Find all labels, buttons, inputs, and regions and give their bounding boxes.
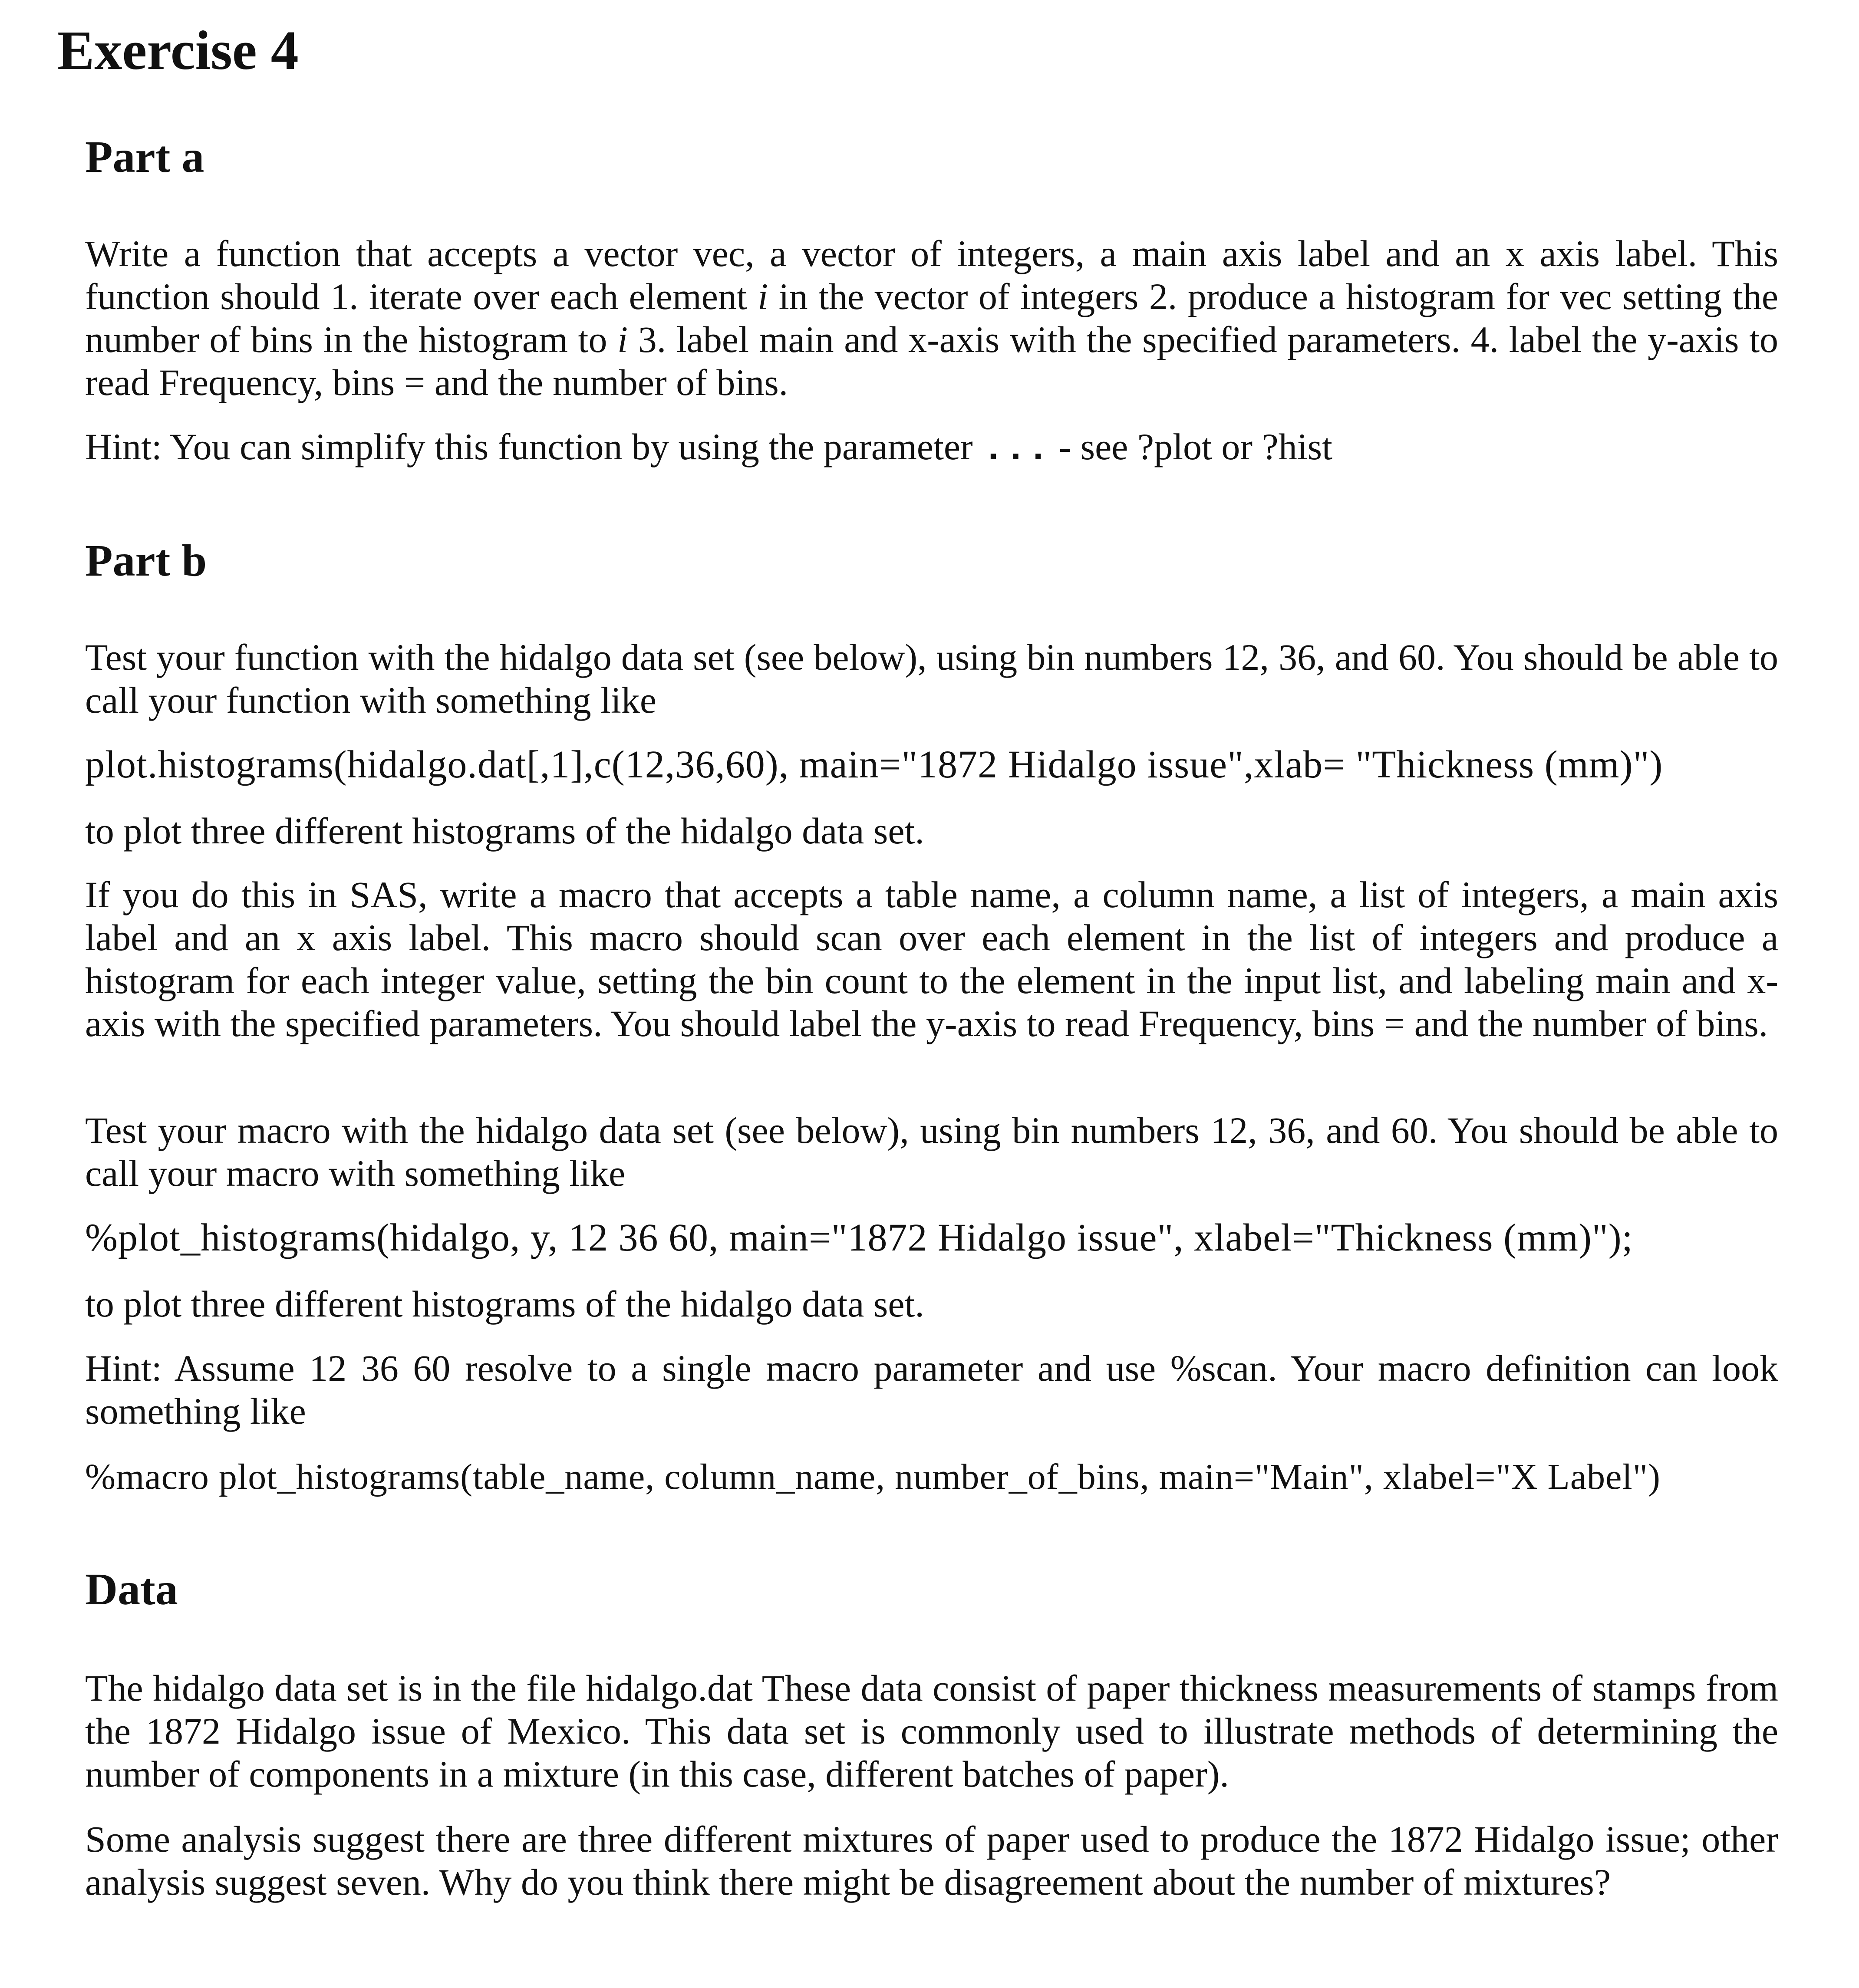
part-b-hint: Hint: Assume 12 36 60 resolve to a single macro parameter and use %scan. Your macro definition can look something like (85, 1347, 1778, 1432)
part-b-paragraph-1: Test your function with the hidalgo data set (see below), using bin numbers 12, 36, and 60. You should be able to call your function with something like (85, 636, 1778, 721)
data-heading: Data (85, 1564, 178, 1614)
part-a-text-3: 3. label main and x-axis with the specified parameters. 4. label the y-axis to read Frequency, bins = and the number of bins. (85, 319, 1778, 403)
part-b-paragraph-4: Test your macro with the hidalgo data set (see below), using bin numbers 12, 36, and 60. You should be able to call your macro with something like (85, 1109, 1778, 1194)
sas-code-example: %plot_histograms(hidalgo, y, 12 36 60, main="1872 Hidalgo issue", xlabel="Thickness (mm)"); (85, 1216, 1633, 1259)
macro-definition-example: %macro plot_histograms(table_name, column_name, number_of_bins, main="Main", xlabel="X Label") (85, 1457, 1661, 1497)
part-b-paragraph-5: to plot three different histograms of the hidalgo data set. (85, 1283, 924, 1325)
italic-i-2: i (617, 319, 628, 360)
part-b-paragraph-2: to plot three different histograms of the hidalgo data set. (85, 810, 924, 852)
part-a-text-1: Write a function that accepts a vector vec, a vector of integers, a main axis label and an x axis label. This function should 1. iterate over each element (85, 233, 1778, 317)
data-paragraph-2: Some analysis suggest there are three different mixtures of paper used to produce the 1872 Hidalgo issue; other analysis suggest seven. Why do you think there might be disagreement about the number of mixtures? (85, 1818, 1778, 1903)
part-a-hint-suffix: - see ?plot or ?hist (1049, 426, 1332, 467)
part-a-hint-text: Hint: You can simplify this function by using the parameter (85, 426, 982, 467)
part-a-hint (85, 425, 1778, 471)
data-paragraph-1: The hidalgo data set is in the file hidalgo.dat These data consist of paper thickness measurements of stamps from the 1872 Hidalgo issue of Mexico. This data set is commonly used to illustrate methods of determining the number of components in a mixture (in this case, different batches of paper). (85, 1667, 1778, 1795)
part-b-heading: Part b (85, 536, 207, 586)
italic-i-1: i (758, 276, 768, 317)
page-title: Exercise 4 (57, 20, 299, 81)
ellipsis-parameter: ... (982, 428, 1049, 471)
part-a-text-2: in the vector of integers 2. produce a histogram for vec setting the number of bins in the histogram to (85, 276, 1778, 360)
part-a-heading: Part a (85, 132, 204, 182)
part-b-sas-paragraph: If you do this in SAS, write a macro that accepts a table name, a column name, a list of integers, a main axis label and an x axis label. This macro should scan over each element in the list of integers and produce a histogram for each integer value, setting the bin count to the element in the input list, and labeling main and x-axis with the specified parameters. You should label the y-axis to read Frequency, bins = and the number of bins. (85, 874, 1778, 1044)
part-a-instructions (85, 232, 1778, 404)
r-code-example: plot.histograms(hidalgo.dat[,1],c(12,36,60), main="1872 Hidalgo issue",xlab= "Thickness (mm)") (85, 743, 1663, 786)
